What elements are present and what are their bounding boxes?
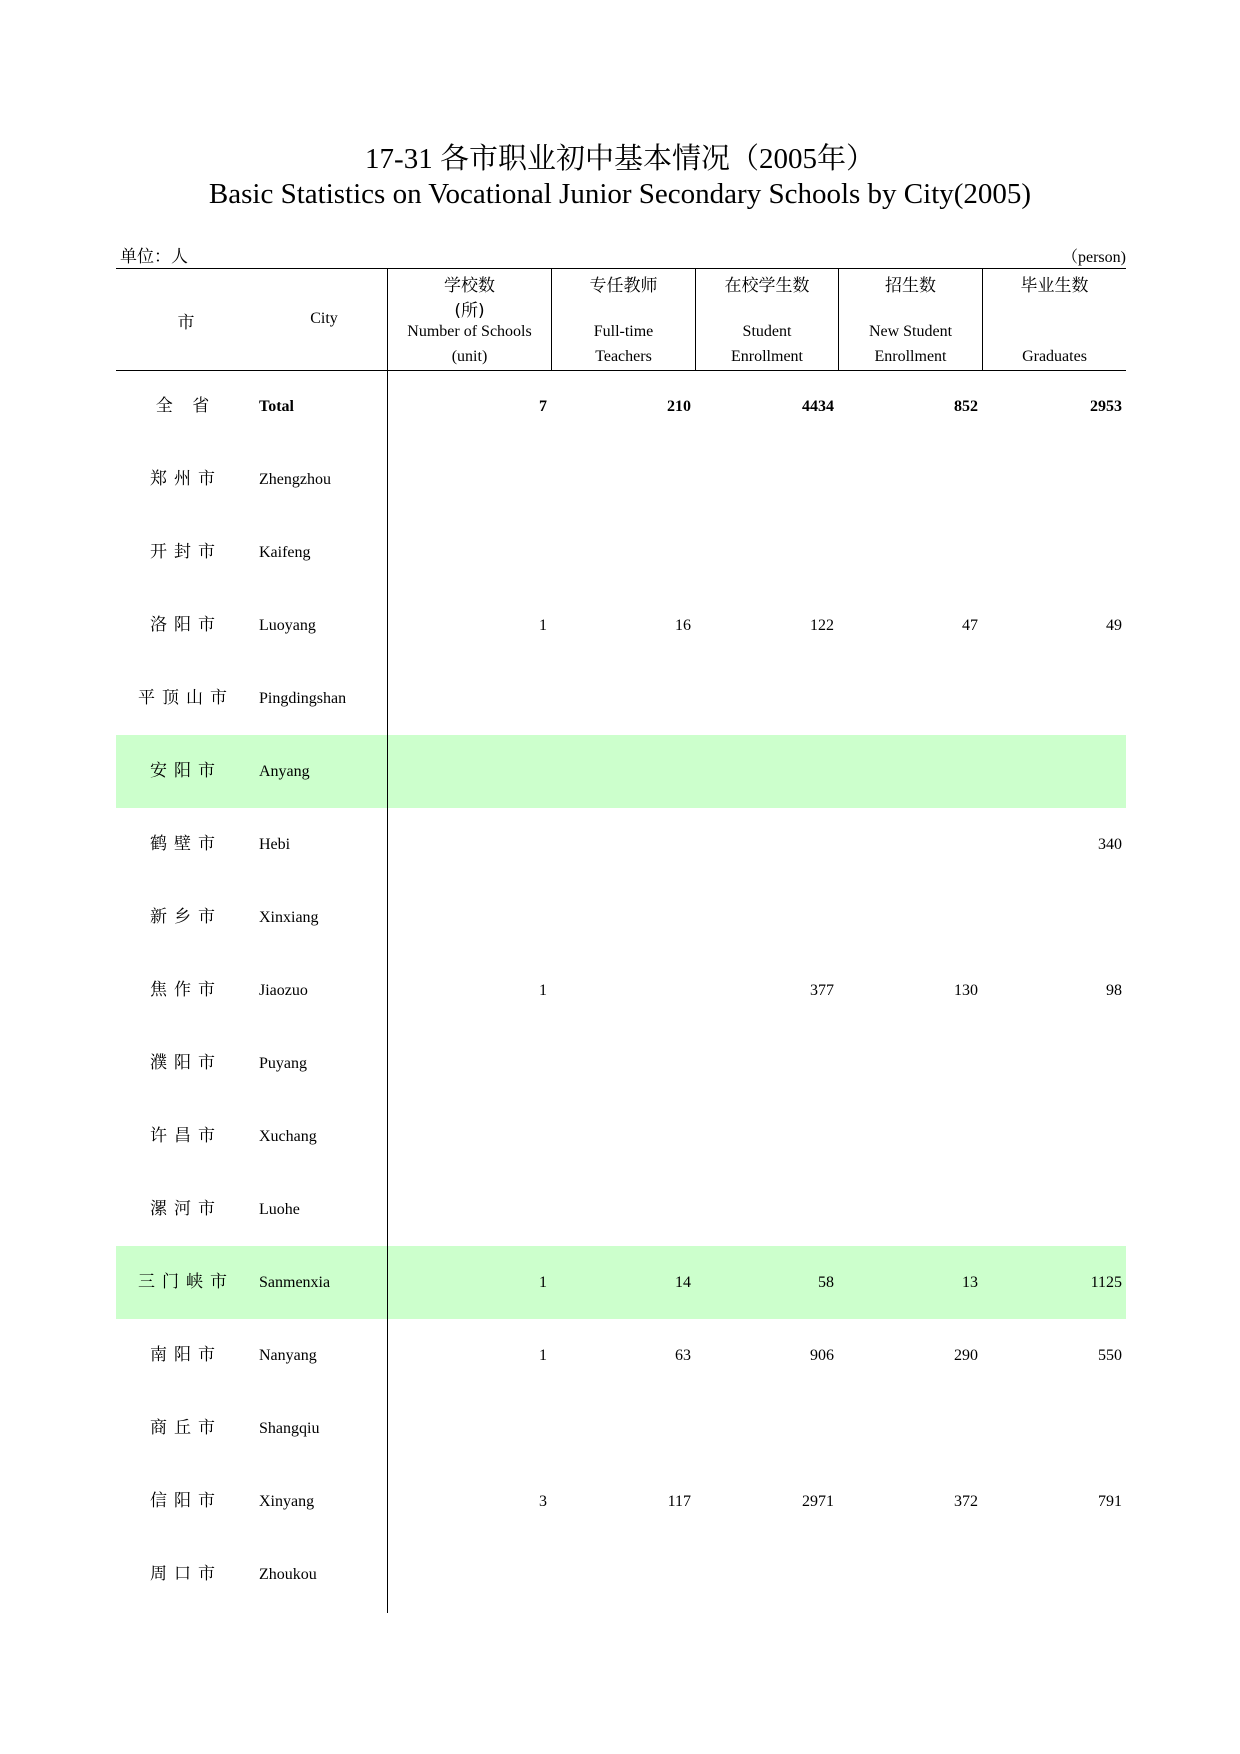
- header-schools-unit-cn: (所): [454, 301, 485, 321]
- city-name-english: Luohe: [259, 1201, 300, 1218]
- cell-enrollment: 58: [818, 1274, 834, 1291]
- cell-enrollment: 377: [810, 982, 834, 999]
- table-row: [116, 589, 1126, 662]
- cell-new: 13: [962, 1274, 978, 1291]
- city-name-english: Puyang: [259, 1055, 307, 1072]
- cell-grad: 49: [1106, 617, 1122, 634]
- city-name-chinese: 平顶山市: [138, 688, 234, 708]
- cell-grad: 1125: [1090, 1274, 1122, 1291]
- cell-teachers: 117: [667, 1493, 691, 1510]
- city-name-chinese: 南阳市: [150, 1345, 222, 1365]
- header-schools: [388, 268, 551, 370]
- city-name-chinese: 开封市: [150, 542, 222, 562]
- cell-schools: 3: [539, 1493, 547, 1510]
- cell-grad: 550: [1098, 1347, 1122, 1364]
- city-name-english: Zhengzhou: [259, 471, 331, 488]
- cell-new: 290: [954, 1347, 978, 1364]
- city-name-chinese: 鹤壁市: [150, 834, 222, 854]
- cell-enrollment: 4434: [802, 398, 834, 415]
- city-name-chinese: 安阳市: [150, 761, 222, 781]
- header-graduates-cn: 毕业生数: [1020, 276, 1089, 296]
- cell-teachers: 210: [667, 398, 691, 415]
- table-row: [116, 443, 1126, 516]
- cell-grad: 340: [1098, 836, 1122, 853]
- header-teachers-en: Full-time: [593, 323, 654, 340]
- cell-schools: 1: [539, 1347, 547, 1364]
- header-enrollment-en: Student: [742, 323, 792, 340]
- title-english: Basic Statistics on Vocational Junior Secondary Schools by City(2005): [208, 178, 1032, 210]
- table-row: [116, 1538, 1126, 1611]
- city-name-english: Pingdingshan: [259, 690, 347, 707]
- city-column-divider: [387, 268, 388, 1613]
- city-name-chinese: 新乡市: [150, 907, 222, 927]
- header-city-cn-label: 市: [177, 313, 195, 333]
- cell-teachers: 16: [675, 617, 691, 634]
- table-row: [116, 1027, 1126, 1100]
- header-city-en-label: City: [310, 310, 338, 327]
- city-name-english: Kaifeng: [259, 544, 311, 561]
- cell-schools: 7: [539, 398, 547, 415]
- table-row: [116, 1319, 1126, 1392]
- cell-enrollment: 2971: [802, 1493, 834, 1510]
- table-row: [116, 881, 1126, 954]
- table-row: [116, 1173, 1126, 1246]
- header-enrollment-cn: 在校学生数: [724, 276, 810, 296]
- header-schools-en: Number of Schools: [407, 323, 532, 340]
- city-name-english: Sanmenxia: [259, 1274, 331, 1291]
- header-city-chinese: [116, 268, 256, 370]
- city-name-chinese: 焦作市: [150, 980, 222, 1000]
- header-schools-unit-en: (unit): [451, 348, 488, 365]
- header-new-students-cn: 招生数: [885, 276, 936, 296]
- city-name-english: Xuchang: [259, 1128, 317, 1145]
- city-name-english: Xinyang: [259, 1493, 315, 1510]
- city-name-english: Nanyang: [259, 1347, 317, 1364]
- header-enrollment: [696, 268, 838, 370]
- cell-teachers: 14: [675, 1274, 691, 1291]
- cell-enrollment: 906: [810, 1347, 834, 1364]
- header-teachers-cn: 专任教师: [589, 276, 658, 296]
- table-row: [116, 808, 1126, 881]
- header-graduates-en: Graduates: [1022, 348, 1087, 365]
- city-name-chinese: 商丘市: [150, 1418, 222, 1438]
- city-name-chinese: 郑州市: [150, 469, 222, 489]
- cell-new: 372: [954, 1493, 978, 1510]
- cell-grad: 98: [1106, 982, 1122, 999]
- city-name-chinese: 三门峡市: [138, 1272, 234, 1292]
- header-teachers: [552, 268, 695, 370]
- city-name-english: Zhoukou: [259, 1566, 317, 1583]
- cell-new: 852: [954, 398, 978, 415]
- cell-new: 130: [954, 982, 978, 999]
- cell-schools: 1: [539, 982, 547, 999]
- header-new-students-en: New Student: [868, 323, 953, 340]
- unit-label-chinese: 单位：人: [120, 247, 188, 267]
- header-teachers-en2: Teachers: [595, 348, 652, 365]
- header-graduates: [983, 268, 1126, 370]
- table-row: [116, 662, 1126, 735]
- cell-schools: 1: [539, 1274, 547, 1291]
- header-city-english: [259, 268, 389, 370]
- table-row: [116, 954, 1126, 1027]
- city-name-chinese: 全 省: [155, 396, 217, 416]
- header-new-students-en2: Enrollment: [874, 348, 947, 365]
- city-name-english: Hebi: [259, 836, 291, 853]
- table-row: [116, 1246, 1126, 1319]
- city-name-english: Shangqiu: [259, 1420, 320, 1437]
- city-name-chinese: 周口市: [150, 1564, 222, 1584]
- header-schools-cn: 学校数: [444, 276, 495, 296]
- city-name-english: Total: [259, 398, 294, 415]
- cell-schools: 1: [539, 617, 547, 634]
- city-name-english: Jiaozuo: [259, 982, 308, 999]
- table-row: [116, 1465, 1126, 1538]
- unit-label-english: （person): [1062, 249, 1126, 266]
- cell-grad: 791: [1098, 1493, 1122, 1510]
- table-row: [116, 735, 1126, 808]
- city-name-english: Luoyang: [259, 617, 316, 634]
- city-name-english: Anyang: [259, 763, 310, 780]
- table-row: [116, 516, 1126, 589]
- cell-new: 47: [962, 617, 978, 634]
- cell-grad: 2953: [1090, 398, 1122, 415]
- table-row-total: [116, 370, 1126, 443]
- title-chinese: 17-31 各市职业初中基本情况（2005年）: [365, 143, 875, 175]
- city-name-chinese: 濮阳市: [150, 1053, 222, 1073]
- city-name-chinese: 漯河市: [150, 1199, 222, 1219]
- table-row: [116, 1100, 1126, 1173]
- city-name-chinese: 信阳市: [150, 1491, 222, 1511]
- city-name-chinese: 洛阳市: [150, 615, 222, 635]
- table-row: [116, 1392, 1126, 1465]
- cell-teachers: 63: [675, 1347, 691, 1364]
- header-new-students: [839, 268, 982, 370]
- header-enrollment-en2: Enrollment: [731, 348, 803, 365]
- city-name-chinese: 许昌市: [150, 1126, 222, 1146]
- city-name-english: Xinxiang: [259, 909, 319, 926]
- cell-enrollment: 122: [810, 617, 834, 634]
